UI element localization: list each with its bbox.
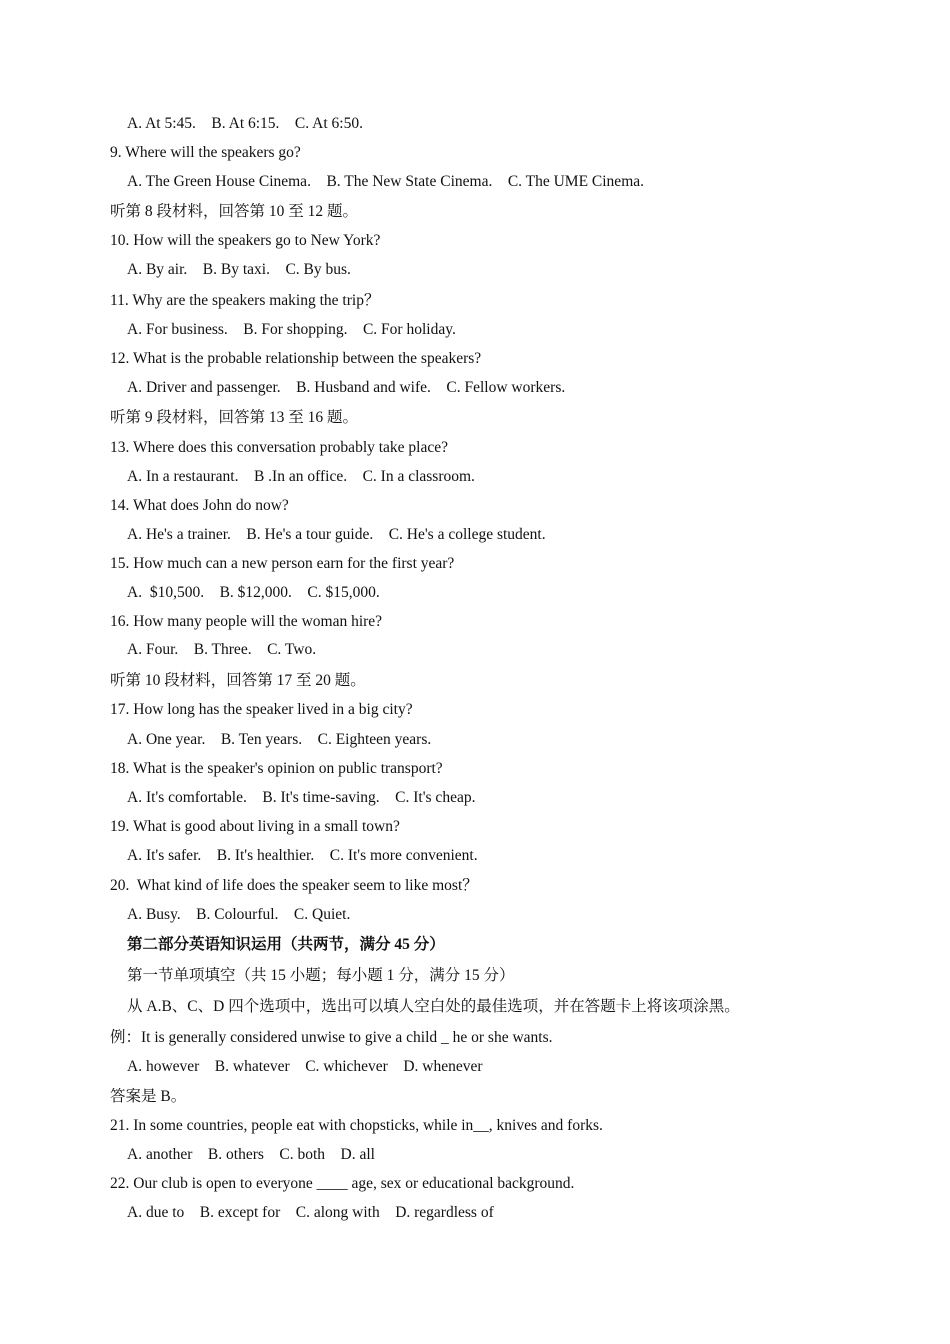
q10-options: A. By air. B. By taxi. C. By bus. <box>127 261 351 278</box>
q16-options: A. Four. B. Three. C. Two. <box>127 641 317 658</box>
q21-options: A. another B. others C. both D. all <box>127 1146 375 1163</box>
section1-heading: 第一节单项填空（共 15 小题；每小题 1 分，满分 15 分） <box>127 967 515 984</box>
example-answer: 答案是 B。 <box>110 1088 187 1105</box>
q13-question: 13. Where does this conversation probably take place? <box>110 439 449 456</box>
section-instruction-10: 听第 10 段材料，回答第 17 至 20 题。 <box>110 672 366 689</box>
q22-options: A. due to B. except for C. along with D. regardless of <box>127 1204 494 1221</box>
q11-question: 11. Why are the speakers making the trip？ <box>110 292 380 309</box>
q14-question: 14. What does John do now? <box>110 497 289 514</box>
q9-options: A. The Green House Cinema. B. The New State Cinema. C. The UME Cinema. <box>127 173 645 190</box>
q19-options: A. It's safer. B. It's healthier. C. It's more convenient. <box>127 847 478 864</box>
q18-question: 18. What is the speaker's opinion on public transport? <box>110 760 443 777</box>
q9-question: 9. Where will the speakers go? <box>110 144 301 161</box>
example-question: 例：It is generally considered unwise to give a child _ he or she wants. <box>110 1029 553 1046</box>
example-options: A. however B. whatever C. whichever D. whenever <box>127 1058 483 1075</box>
q20-question: 20. What kind of life does the speaker seem to like most？ <box>110 877 478 894</box>
q15-options: A. $10,500. B. $12,000. C. $15,000. <box>127 584 380 601</box>
q18-options: A. It's comfortable. B. It's time-saving. C. It's cheap. <box>127 789 476 806</box>
q12-options: A. Driver and passenger. B. Husband and wife. C. Fellow workers. <box>127 379 566 396</box>
q19-question: 19. What is good about living in a small town? <box>110 818 400 835</box>
q17-options: A. One year. B. Ten years. C. Eighteen years. <box>127 731 432 748</box>
q8-options: A. At 5:45. B. At 6:15. C. At 6:50. <box>127 115 363 132</box>
q15-question: 15. How much can a new person earn for the first year? <box>110 555 455 572</box>
section-instruction-9: 听第 9 段材料，回答第 13 至 16 题。 <box>110 409 359 426</box>
q17-question: 17. How long has the speaker lived in a big city? <box>110 701 413 718</box>
q11-options: A. For business. B. For shopping. C. For holiday. <box>127 321 456 338</box>
part2-heading: 第二部分英语知识运用（共两节，满分 45 分） <box>127 936 445 953</box>
section-instruction-8: 听第 8 段材料，回答第 10 至 12 题。 <box>110 203 359 220</box>
q21-question: 21. In some countries, people eat with chopsticks, while in__, knives and forks. <box>110 1117 603 1134</box>
q16-question: 16. How many people will the woman hire? <box>110 613 383 630</box>
q10-question: 10. How will the speakers go to New York? <box>110 232 381 249</box>
q12-question: 12. What is the probable relationship between the speakers? <box>110 350 482 367</box>
section1-instruction: 从 A.B、C、D 四个选项中，选出可以填人空白处的最佳选项，并在答题卡上将该项涂黑。 <box>127 998 740 1015</box>
q13-options: A. In a restaurant. B .In an office. C. In a classroom. <box>127 468 475 485</box>
q20-options: A. Busy. B. Colourful. C. Quiet. <box>127 906 351 923</box>
q22-question: 22. Our club is open to everyone ____ age, sex or educational background. <box>110 1175 575 1192</box>
q14-options: A. He's a trainer. B. He's a tour guide. C. He's a college student. <box>127 526 546 543</box>
